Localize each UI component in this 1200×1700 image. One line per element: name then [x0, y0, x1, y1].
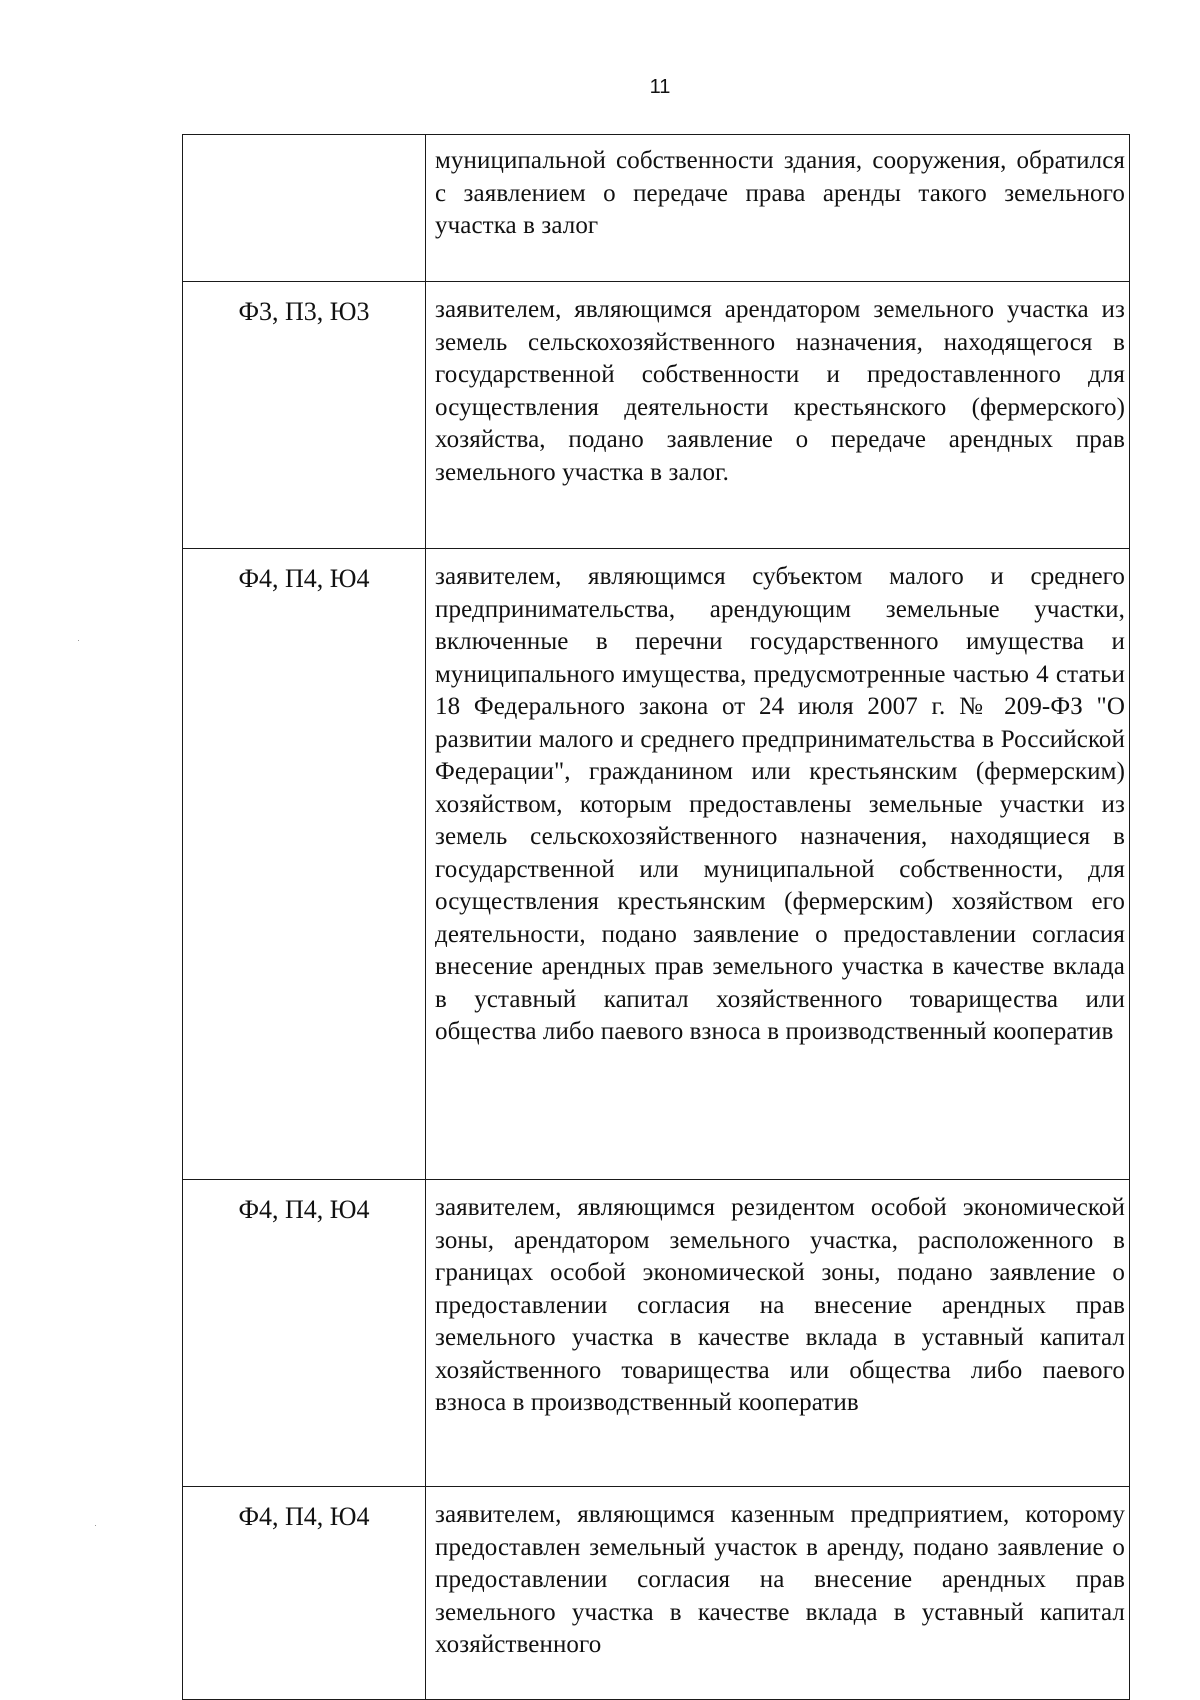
- condition-text-cell: заявителем, являющимся арендатором земельного участка из земель сельскохозяйственного назначения, находящегося в государственной собственности и предоставленного для осуществления деятельности крестьянского (фермерского) хозяйства, подано заявление о передаче арендных прав земельного участка в залог.: [426, 282, 1130, 549]
- table-row: [183, 1180, 1130, 1487]
- condition-text-cell: заявителем, являющимся резидентом особой экономической зоны, арендатором земельного участка, расположенного в границах особой экономической зоны, подано заявление о предоставлении согласия на внесение арендных прав земельного участка в качестве вклада в уставный капитал хозяйственного товарищества или общества либо паевого взноса в производственный кооператив: [426, 1180, 1130, 1487]
- code-cell: Ф4, П4, Ю4: [183, 1180, 426, 1487]
- table-row: [183, 135, 1130, 282]
- code-cell: Ф3, П3, Ю3: [183, 282, 426, 549]
- scan-speck: [78, 640, 79, 641]
- scan-speck: [95, 1525, 96, 1526]
- code-cell: [183, 135, 426, 282]
- condition-text-cell: муниципальной собственности здания, сооружения, обратился с заявлением о передаче права аренды такого земельного участка в залог: [426, 135, 1130, 282]
- code-cell: Ф4, П4, Ю4: [183, 549, 426, 1180]
- table-row: [183, 1487, 1130, 1700]
- condition-text-cell: заявителем, являющимся субъектом малого и среднего предпринимательства, арендующим земельные участки, включенные в перечни государственного имущества и муниципального имущества, предусмотренные частью 4 статьи 18 Федерального закона от 24 июля 2007 г. № 209-ФЗ "О развитии малого и среднего предпринимательства в Российской Федерации", гражданином или крестьянским (фермерским) хозяйством, которым предоставлены земельные участки из земель сельскохозяйственного назначения, находящиеся в государственной или муниципальной собственности, для осуществления крестьянским (фермерским) хозяйством его деятельности, подано заявление о предоставлении согласия внесение арендных прав земельного участка в качестве вклада в уставный капитал хозяйственного товарищества или общества либо паевого взноса в производственный кооператив: [426, 549, 1130, 1180]
- code-cell: Ф4, П4, Ю4: [183, 1487, 426, 1700]
- table-row: [183, 282, 1130, 549]
- condition-text-cell: заявителем, являющимся казенным предприятием, которому предоставлен земельный участок в аренду, подано заявление о предоставлении согласия на внесение арендных прав земельного участка в качестве вклада в уставный капитал хозяйственного: [426, 1487, 1130, 1700]
- page-number: 11: [649, 76, 671, 98]
- conditions-table: [182, 134, 1130, 1700]
- table-row: [183, 549, 1130, 1180]
